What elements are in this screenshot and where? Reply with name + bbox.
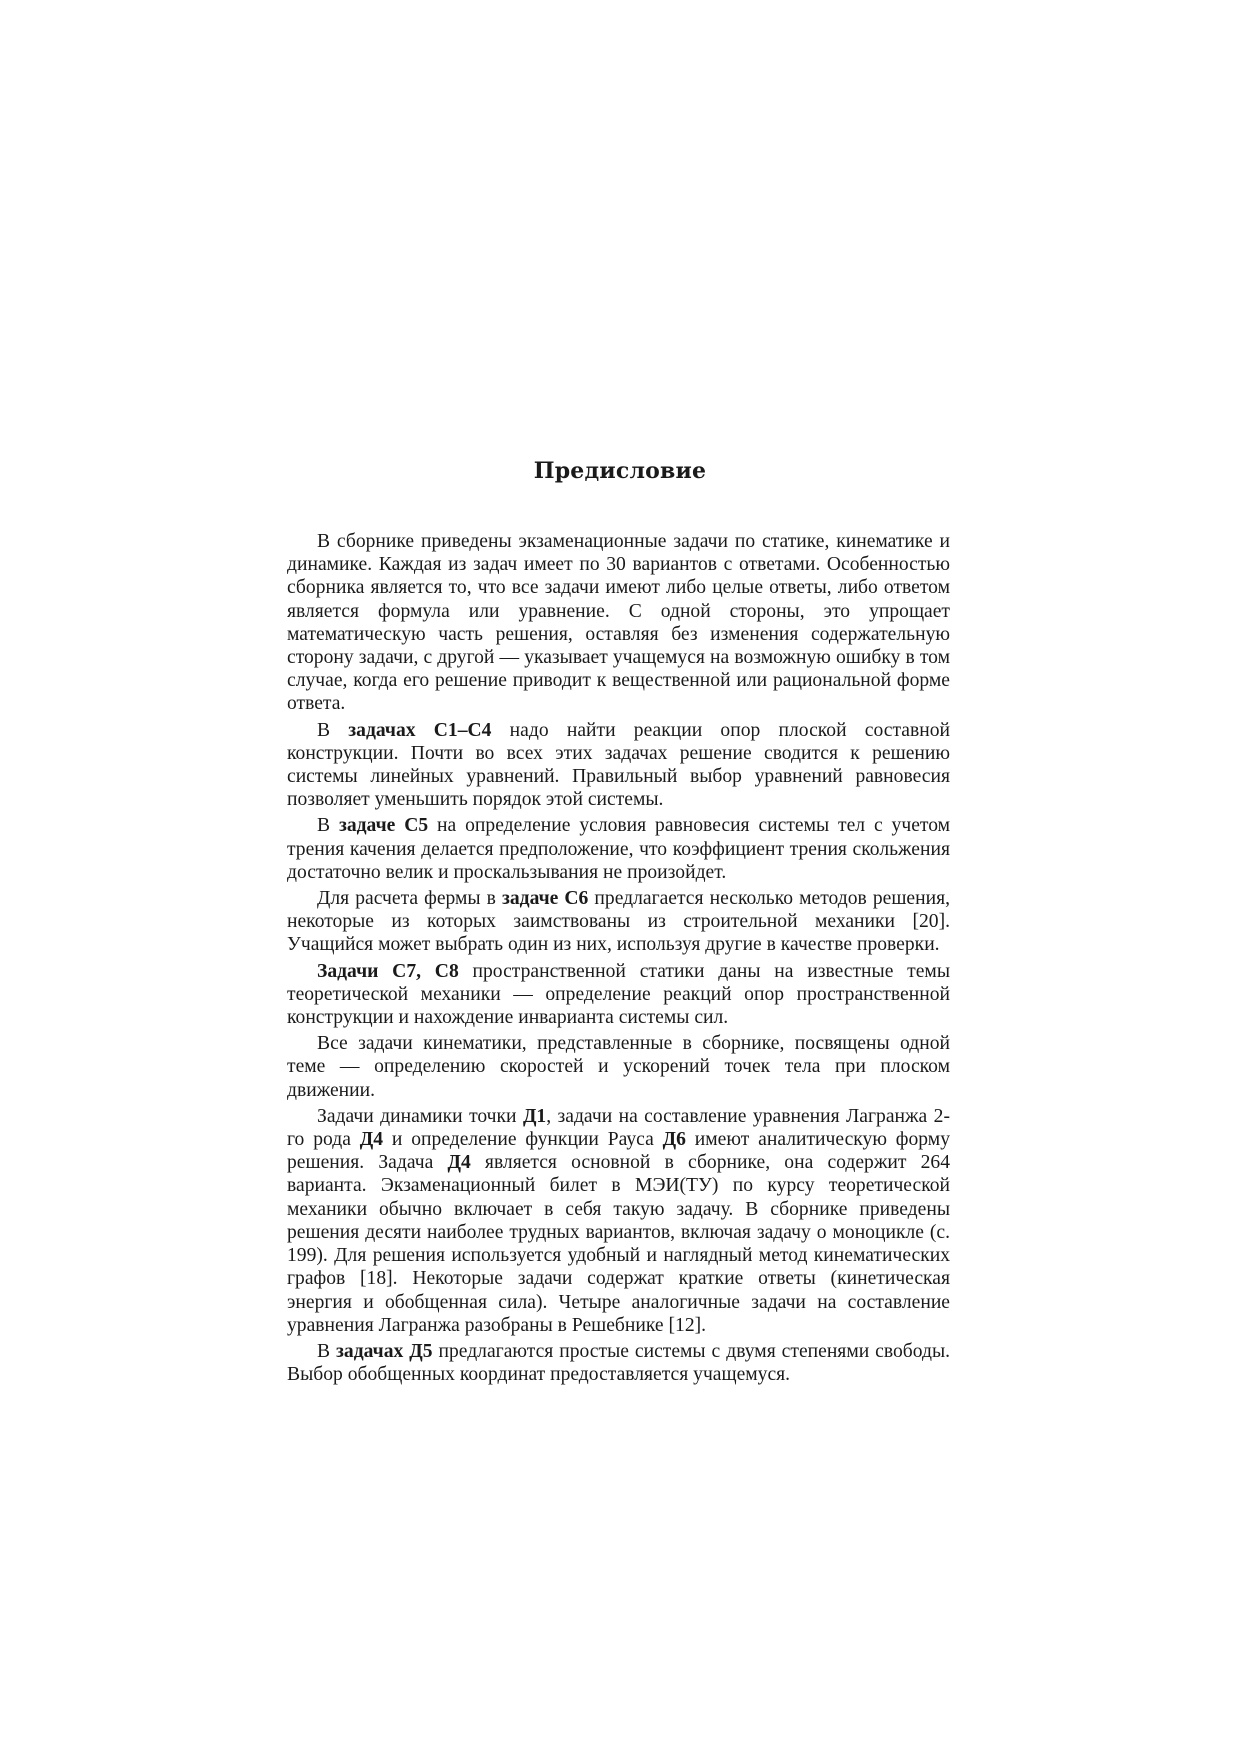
paragraph: В задаче С5 на определение условия равновесия системы тел с учетом трения качения делается предположение, что коэффициент трения скольжения достаточно велик и проскальзывания не произойдет. [287,815,951,883]
paragraph: В задачах Д5 предлагаются простые системы с двумя степенями свободы. Выбор обобщенных координат предоставляется учащемуся. [287,1340,951,1386]
paragraph: Для расчета фермы в задаче С6 предлагается несколько методов решения, некоторые из которых заимствованы из строительной механики [20]. Учащийся может выбрать один из них, используя другие в качестве проверки. [287,888,950,956]
paragraph: В задачах С1–С4 надо найти реакции опор плоской составной конструкции. Почти во всех этих задачах решение сводится к решению системы линейных уравнений. Правильный выбор уравнений равновесия позволяет уменьшить порядок этой системы. [287,719,950,811]
paragraph: В сборнике приведены экзаменационные задачи по статике, кинематике и динамике. Каждая из задач имеет по 30 вариантов с ответами. Особенностью сборника является то, что все задачи имеют либо целые ответы, либо ответом является формула или уравнение. С одной стороны, это упрощает математическую часть решения, оставляя без изменения содержательную сторону задачи, с другой — указывает учащемуся на возможную ошибку в том случае, когда его решение приводит к вещественной или рациональной форме ответа. [287,531,950,715]
page-title: Предисловие [533,458,707,484]
paragraph: Задачи динамики точки Д1, задачи на составление уравнения Лагранжа 2-го рода Д4 и определение функции Рауса Д6 имеют аналитическую форму решения. Задача Д4 является основной в сборнике, она содержит 264 варианта. Экзаменационный билет в МЭИ(ТУ) по курсу теоретической механики обычно включает в себя такую задачу. В сборнике приведены решения десяти наиболее трудных вариантов, включая задачу о моноцикле (с. 199). Для решения используется удобный и наглядный метод кинематических графов [18]. Некоторые задачи содержат краткие ответы (кинетическая энергия и обобщенная сила). Четыре аналогичные задачи на составление уравнения Лагранжа разобраны в Решебнике [12]. [287,1105,950,1336]
paragraph: Все задачи кинематики, представленные в сборнике, посвящены одной теме — определению скоростей и ускорений точек тела при плоском движении. [287,1033,950,1101]
preface-body [287,530,950,1389]
paragraph: Задачи С7, С8 пространственной статики даны на известные темы теоретической механики — определение реакций опор пространственной конструкции и нахождение инварианта системы сил. [287,960,950,1029]
